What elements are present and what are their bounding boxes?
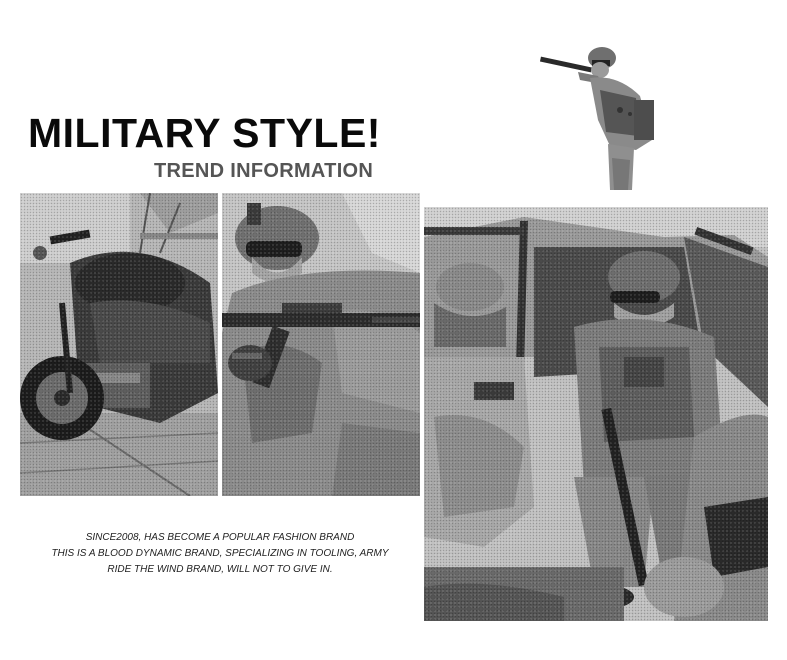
soldier-rifle-photo bbox=[222, 193, 420, 496]
soldier-aiming-photo bbox=[540, 40, 670, 190]
page-title: MILITARY STYLE! bbox=[28, 110, 381, 156]
soldiers-vehicle-photo bbox=[424, 207, 768, 621]
motorcycle-photo bbox=[20, 193, 218, 496]
slogan-line: SINCE2008, HAS BECOME A POPULAR FASHION BRAND bbox=[85, 532, 355, 543]
slogan-line: THIS IS A BLOOD DYNAMIC BRAND, SPECIALIZING IN TOOLING, ARMY bbox=[51, 548, 389, 559]
brand-slogan bbox=[20, 530, 420, 578]
slogan-line: RIDE THE WIND BRAND, WILL NOT TO GIVE IN. bbox=[107, 564, 333, 575]
page-subtitle: TREND INFORMATION bbox=[154, 160, 374, 182]
